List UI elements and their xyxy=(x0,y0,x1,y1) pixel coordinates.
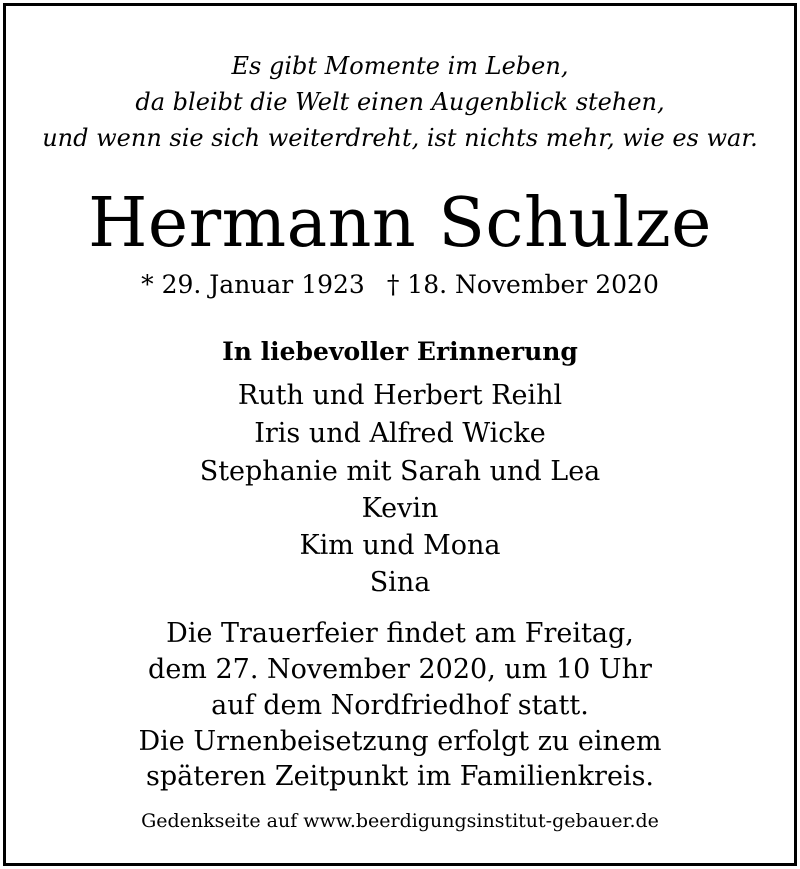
remembrance-heading: In liebevoller Erinnerung xyxy=(222,337,578,366)
quote-line-1: Es gibt Momente im Leben, xyxy=(231,52,569,80)
ceremony-line: späteren Zeitpunkt im Familienkreis. xyxy=(145,761,655,792)
quote-line-3: und wenn sie sich weiterdreht, ist nichts mehr, wie es war. xyxy=(42,124,758,152)
mourner-line: Kim und Mona xyxy=(299,530,501,561)
mourner-line: Kevin xyxy=(361,493,439,524)
birth-date: * 29. Januar 1923 xyxy=(141,270,365,299)
mourner-line: Ruth und Herbert Reihl xyxy=(237,380,563,411)
deceased-name: Hermann Schulze xyxy=(88,184,712,263)
ceremony-line: dem 27. November 2020, um 10 Uhr xyxy=(148,654,652,685)
memorial-page-link[interactable]: Gedenkseite auf www.beerdigungsinstitut-gebauer.de xyxy=(141,810,659,832)
ceremony-line: Die Trauerfeier findet am Freitag, xyxy=(166,618,634,649)
mourner-line: Iris und Alfred Wicke xyxy=(254,418,546,449)
ceremony-line: Die Urnenbeisetzung erfolgt zu einem xyxy=(138,726,662,757)
quote-line-2: da bleibt die Welt einen Augenblick stehen, xyxy=(135,88,665,116)
death-date: † 18. November 2020 xyxy=(386,270,659,299)
mourner-line: Stephanie mit Sarah und Lea xyxy=(199,456,601,487)
ceremony-line: auf dem Nordfriedhof statt. xyxy=(211,690,589,721)
mourner-line: Sina xyxy=(369,567,431,598)
life-dates xyxy=(0,270,800,299)
